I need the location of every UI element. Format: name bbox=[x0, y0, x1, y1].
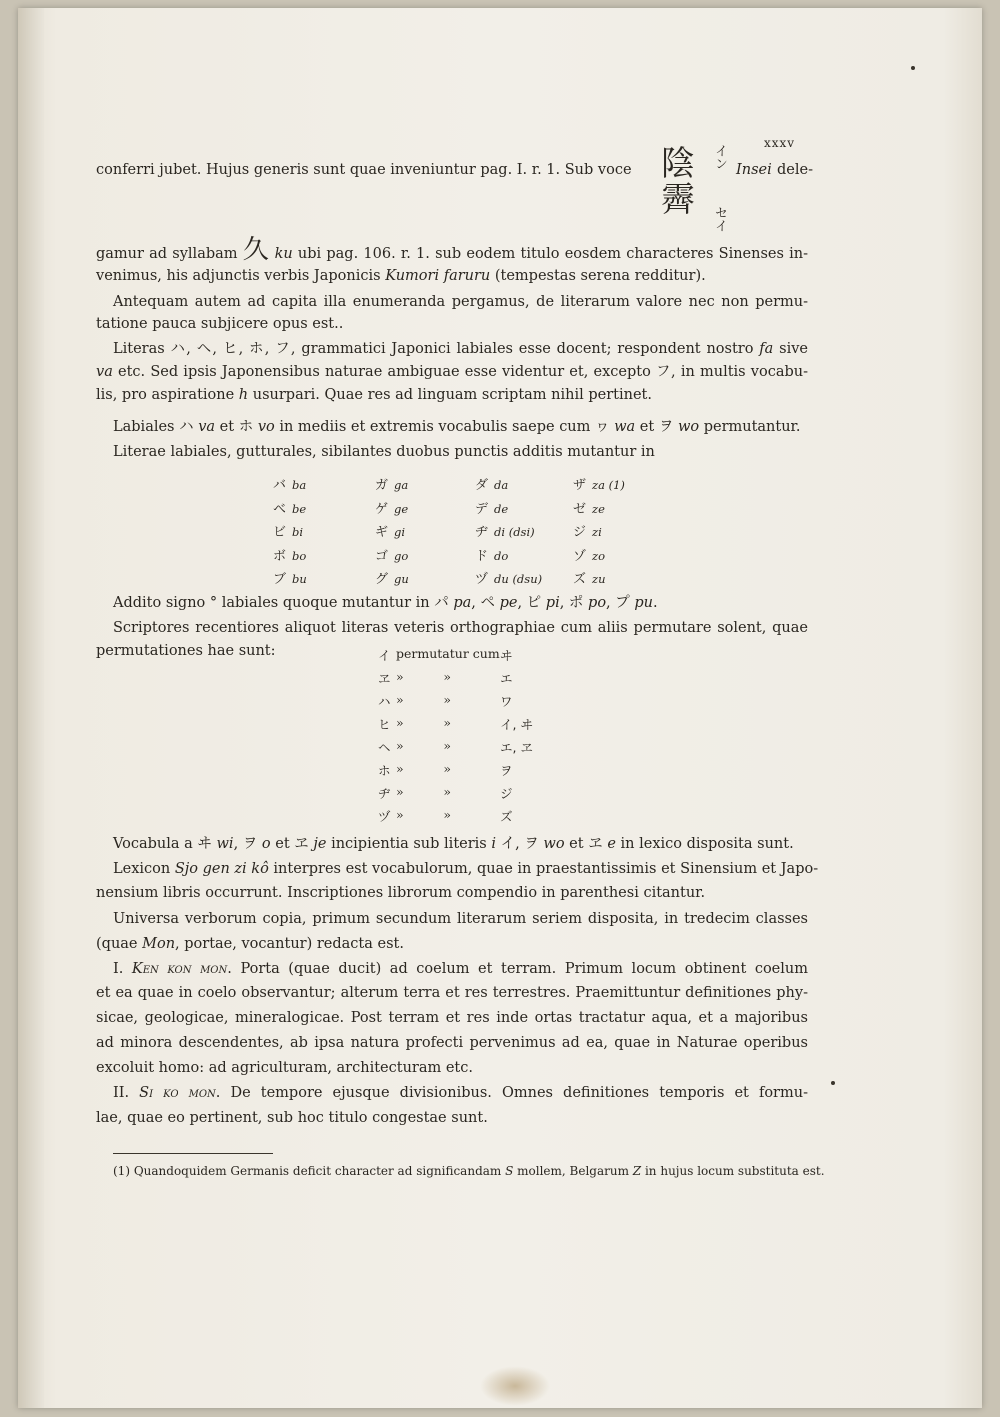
permutation-m: » » bbox=[396, 738, 452, 753]
text-line: Literae labiales, gutturales, sibilantes duobus punctis additis mutantur in bbox=[113, 444, 655, 460]
kanji-insei: 陰 霽 bbox=[661, 144, 695, 220]
permutation-a: ホ bbox=[378, 763, 391, 778]
kana-sei: セイ bbox=[712, 206, 727, 232]
permutation-m: » » bbox=[396, 807, 452, 822]
text-line: Antequam autem ad capita illa enumeranda pergamus, de literarum valore nec non permu- bbox=[113, 294, 808, 310]
kana-cell: ゼ ze bbox=[573, 501, 605, 517]
kana-cell: グ gu bbox=[375, 572, 409, 587]
permutation-a: ヘ bbox=[378, 740, 391, 755]
permutation-a: ヂ bbox=[378, 786, 391, 801]
text-line: Universa verborum copia, primum secundum literarum seriem disposita, in tredecim classes bbox=[113, 911, 808, 927]
kana-cell: ジ zi bbox=[573, 525, 602, 540]
text-line: sicae, geologicae, mineralogicae. Post terram et res inde ortas tractatur aqua, et a majoribus bbox=[96, 1010, 808, 1026]
permutation-m: permutatur cum bbox=[396, 646, 500, 661]
text-line: et ea quae in coelo observantur; alterum terra et res terrestres. Praemittuntur definitiones phy- bbox=[96, 985, 808, 1001]
permutation-b: ヲ bbox=[500, 763, 513, 778]
kana-cell: ゲ ge bbox=[375, 501, 409, 517]
permutation-a: ヱ bbox=[378, 671, 391, 686]
text-line: lae, quae eo pertinent, sub hoc titulo congestae sunt. bbox=[96, 1110, 488, 1126]
kana-cell: ヅ du (dsu) bbox=[475, 572, 543, 587]
text-line: Scriptores recentiores aliquot literas veteris orthographiae cum aliis permutare solent, quae bbox=[113, 620, 808, 636]
kana-cell: バ ba bbox=[273, 478, 307, 493]
kana-cell: ギ gi bbox=[375, 525, 406, 540]
permutation-a: ヅ bbox=[378, 809, 391, 824]
text-line: gamur ad syllabam 久 ku ubi pag. 106. r. 1. sub eodem titulo eosdem characteres Sinenses in- bbox=[96, 235, 809, 265]
kanji-ku: 久 bbox=[242, 235, 270, 265]
kana-cell: ズ zu bbox=[573, 572, 606, 587]
text-line: permutationes hae sunt: bbox=[96, 643, 276, 659]
permutation-m: » » bbox=[396, 784, 452, 799]
kana-cell: ブ bu bbox=[273, 572, 307, 587]
text-line: ad minora descendentes, ab ipsa natura profecti pervenimus ad ea, quae in Naturae operibus bbox=[96, 1035, 808, 1051]
speck bbox=[831, 1081, 835, 1085]
text-line: venimus, his adjunctis verbis Japonicis Kumori faruru (tempestas serena redditur). bbox=[96, 268, 706, 284]
footnote: (1) Quandoquidem Germanis deficit character ad significandam S mollem, Belgarum Z in hujus locum substituta est. bbox=[113, 1164, 825, 1178]
text-line: Lexicon Sjo gen zi kô interpres est vocabulorum, quae in praestantissimis et Sinensium et Japo- bbox=[113, 861, 819, 877]
permutation-a: ヒ bbox=[378, 717, 391, 732]
permutation-a: ハ bbox=[378, 694, 391, 709]
text-line: va etc. Sed ipsis Japonensibus naturae ambiguae esse videntur et, excepto フ, in multis vocabu- bbox=[96, 364, 808, 380]
text-line: tatione pauca subjicere opus est.. bbox=[96, 316, 344, 332]
kana-cell: ゴ go bbox=[375, 548, 409, 564]
kana-in: イン bbox=[712, 144, 727, 170]
permutation-b: エ bbox=[500, 671, 513, 686]
page-spine-shadow bbox=[18, 8, 44, 1408]
paper-stain bbox=[480, 1366, 550, 1406]
page-number: xxxv bbox=[764, 136, 796, 150]
text-line: Literas ハ, ヘ, ヒ, ホ, フ, grammatici Japonici labiales esse docent; respondent nostro fa sive bbox=[113, 341, 808, 357]
permutation-b: イ, ヰ bbox=[500, 717, 533, 732]
permutation-m: » » bbox=[396, 669, 452, 684]
text-line: Addito signo ° labiales quoque mutantur in パ pa, ペ pe, ピ pi, ポ po, プ pu. bbox=[113, 595, 658, 611]
text-line: Labiales ハ va et ホ vo in mediis et extremis vocabulis saepe cum ヮ wa et ヲ wo permutantur. bbox=[113, 419, 801, 435]
text-line: Vocabula a ヰ wi, ヲ o et ヱ je incipientia sub literis i イ, ヲ wo et ヱ e in lexico disposita sunt. bbox=[113, 836, 794, 852]
text-line: lis, pro aspiratione h usurpari. Quae res ad linguam scriptam nihil pertinet. bbox=[96, 387, 652, 403]
permutation-b: ヰ bbox=[500, 648, 513, 663]
permutation-b: エ, ヱ bbox=[500, 740, 533, 755]
kana-cell: デ de bbox=[475, 501, 509, 517]
section-heading-I: I. Ken kon mon. Porta (quae ducit) ad coelum et terram. Primum locum obtinent coelum bbox=[113, 961, 808, 977]
kana-cell: ボ bo bbox=[273, 548, 307, 564]
section-heading-II: II. Si ko mon. De tempore ejusque divisionibus. Omnes definitiones temporis et formu- bbox=[113, 1085, 808, 1101]
speck bbox=[911, 66, 915, 70]
permutation-b: ズ bbox=[500, 809, 513, 824]
permutation-a: イ bbox=[378, 648, 391, 663]
book-page bbox=[18, 8, 982, 1408]
kana-cell: ダ da bbox=[475, 478, 509, 493]
kana-cell: ベ be bbox=[273, 501, 307, 517]
text-line: (quae Mon, portae, vocantur) redacta est. bbox=[96, 936, 404, 952]
permutation-m: » » bbox=[396, 761, 452, 776]
kana-cell: ゾ zo bbox=[573, 548, 605, 564]
permutation-b: ワ bbox=[500, 694, 513, 709]
text-line: excoluit homo: ad agriculturam, architecturam etc. bbox=[96, 1060, 473, 1076]
kana-cell: ザ za (1) bbox=[573, 478, 625, 493]
kana-cell: ビ bi bbox=[273, 525, 304, 540]
kana-cell: ガ ga bbox=[375, 478, 409, 493]
footnote-rule bbox=[113, 1153, 273, 1154]
permutation-b: ジ bbox=[500, 786, 513, 801]
kana-cell: ド do bbox=[475, 548, 509, 564]
permutation-m: » » bbox=[396, 715, 452, 730]
kana-cell: ヂ di (dsi) bbox=[475, 525, 535, 540]
text-line: nensium libris occurrunt. Inscriptiones librorum compendio in parenthesi citantur. bbox=[96, 885, 706, 901]
text-line: conferri jubet. Hujus generis sunt quae inveniuntur pag. I. r. 1. Sub voce Insei dele- bbox=[96, 162, 813, 178]
permutation-m: » » bbox=[396, 692, 452, 707]
